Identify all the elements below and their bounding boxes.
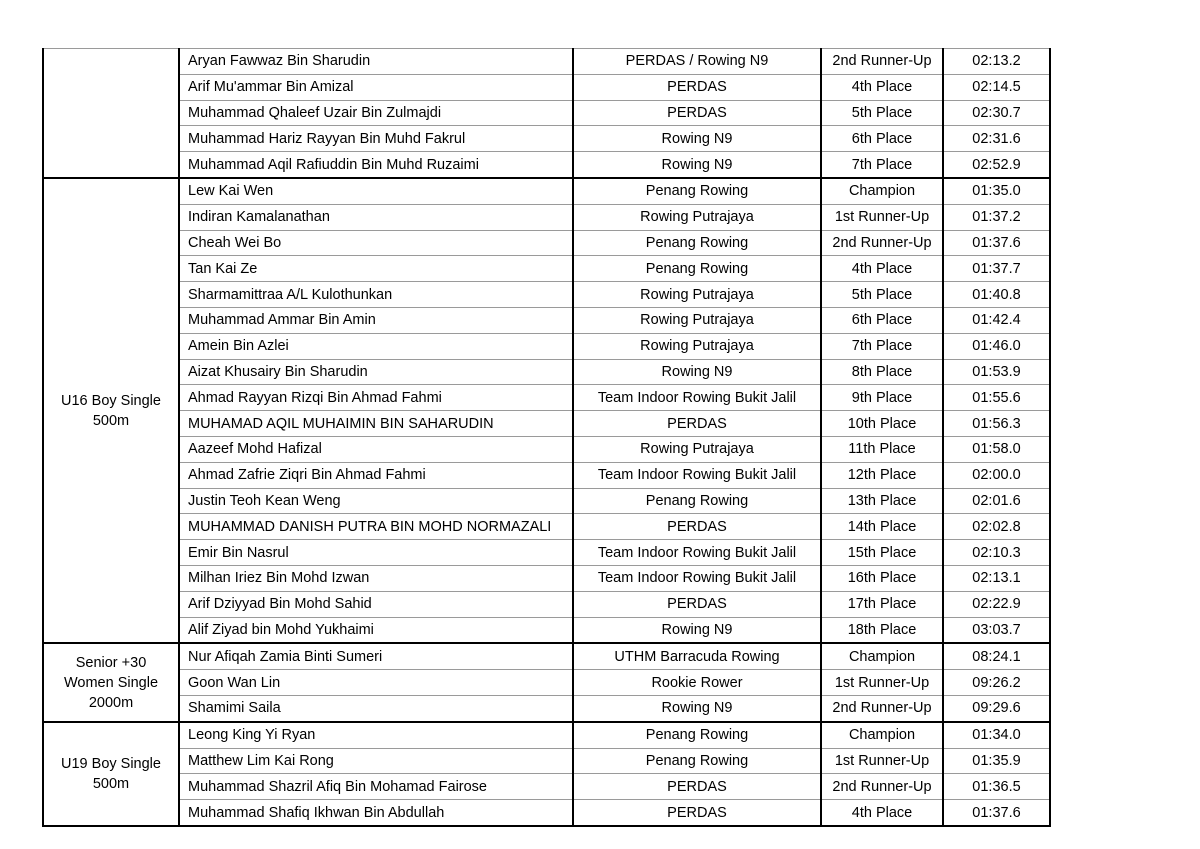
time-cell: 09:29.6 [943,695,1050,721]
place-cell: 15th Place [821,540,943,566]
table-row [43,488,1050,514]
table-row [43,49,1050,75]
table-row [43,722,1050,748]
time-cell: 01:36.5 [943,774,1050,800]
time-cell: 02:10.3 [943,540,1050,566]
time-cell: 01:56.3 [943,411,1050,437]
table-row [43,462,1050,488]
time-cell: 01:42.4 [943,307,1050,333]
time-cell: 01:37.6 [943,800,1050,826]
place-cell: 11th Place [821,436,943,462]
athlete-name-cell: Muhammad Ammar Bin Amin [179,307,573,333]
place-cell: 12th Place [821,462,943,488]
athlete-name-cell: Aazeef Mohd Hafizal [179,436,573,462]
table-row [43,126,1050,152]
table-row [43,204,1050,230]
table-row [43,514,1050,540]
table-row [43,643,1050,669]
place-cell: 1st Runner-Up [821,204,943,230]
table-row [43,178,1050,204]
time-cell: 02:13.2 [943,49,1050,75]
time-cell: 02:02.8 [943,514,1050,540]
place-cell: 7th Place [821,333,943,359]
results-table [42,48,1051,827]
table-row [43,591,1050,617]
time-cell: 01:37.2 [943,204,1050,230]
place-cell: 4th Place [821,256,943,282]
table-row [43,152,1050,178]
club-cell: Rowing Putrajaya [573,282,821,308]
table-row [43,359,1050,385]
athlete-name-cell: Muhammad Shazril Afiq Bin Mohamad Fairose [179,774,573,800]
place-cell: 6th Place [821,126,943,152]
table-row [43,307,1050,333]
club-cell: Rowing N9 [573,359,821,385]
athlete-name-cell: Goon Wan Lin [179,670,573,696]
athlete-name-cell: Lew Kai Wen [179,178,573,204]
place-cell: Champion [821,178,943,204]
place-cell: 5th Place [821,100,943,126]
time-cell: 01:53.9 [943,359,1050,385]
athlete-name-cell: Muhammad Shafiq Ikhwan Bin Abdullah [179,800,573,826]
place-cell: 9th Place [821,385,943,411]
time-cell: 02:00.0 [943,462,1050,488]
athlete-name-cell: Muhammad Qhaleef Uzair Bin Zulmajdi [179,100,573,126]
time-cell: 02:14.5 [943,74,1050,100]
table-row [43,100,1050,126]
category-cell: U16 Boy Single 500m [43,178,179,643]
athlete-name-cell: Milhan Iriez Bin Mohd Izwan [179,565,573,591]
place-cell: 10th Place [821,411,943,437]
place-cell: 2nd Runner-Up [821,230,943,256]
athlete-name-cell: Ahmad Rayyan Rizqi Bin Ahmad Fahmi [179,385,573,411]
place-cell: 5th Place [821,282,943,308]
place-cell: Champion [821,722,943,748]
table-row [43,333,1050,359]
table-row [43,385,1050,411]
club-cell: PERDAS / Rowing N9 [573,49,821,75]
results-body [43,49,1050,826]
place-cell: 7th Place [821,152,943,178]
place-cell: 6th Place [821,307,943,333]
place-cell: 4th Place [821,74,943,100]
athlete-name-cell: Arif Dziyyad Bin Mohd Sahid [179,591,573,617]
time-cell: 01:37.7 [943,256,1050,282]
time-cell: 02:22.9 [943,591,1050,617]
time-cell: 01:58.0 [943,436,1050,462]
athlete-name-cell: Alif Ziyad bin Mohd Yukhaimi [179,617,573,643]
club-cell: Penang Rowing [573,722,821,748]
athlete-name-cell: Arif Mu'ammar Bin Amizal [179,74,573,100]
athlete-name-cell: MUHAMMAD DANISH PUTRA BIN MOHD NORMAZALI [179,514,573,540]
club-cell: Rowing Putrajaya [573,307,821,333]
table-row [43,256,1050,282]
athlete-name-cell: Nur Afiqah Zamia Binti Sumeri [179,643,573,669]
time-cell: 08:24.1 [943,643,1050,669]
table-row [43,230,1050,256]
place-cell: 13th Place [821,488,943,514]
table-row [43,565,1050,591]
club-cell: Penang Rowing [573,748,821,774]
club-cell: UTHM Barracuda Rowing [573,643,821,669]
time-cell: 02:31.6 [943,126,1050,152]
club-cell: PERDAS [573,800,821,826]
place-cell: 1st Runner-Up [821,670,943,696]
athlete-name-cell: Tan Kai Ze [179,256,573,282]
category-cell: Senior +30 Women Single 2000m [43,643,179,721]
athlete-name-cell: Ahmad Zafrie Ziqri Bin Ahmad Fahmi [179,462,573,488]
time-cell: 01:55.6 [943,385,1050,411]
club-cell: Rowing Putrajaya [573,204,821,230]
athlete-name-cell: Muhammad Hariz Rayyan Bin Muhd Fakrul [179,126,573,152]
table-row [43,540,1050,566]
club-cell: Rookie Rower [573,670,821,696]
athlete-name-cell: Leong King Yi Ryan [179,722,573,748]
athlete-name-cell: Aizat Khusairy Bin Sharudin [179,359,573,385]
table-row [43,617,1050,643]
time-cell: 01:37.6 [943,230,1050,256]
club-cell: Rowing Putrajaya [573,436,821,462]
athlete-name-cell: Emir Bin Nasrul [179,540,573,566]
club-cell: PERDAS [573,591,821,617]
place-cell: 4th Place [821,800,943,826]
club-cell: Rowing N9 [573,126,821,152]
time-cell: 03:03.7 [943,617,1050,643]
time-cell: 09:26.2 [943,670,1050,696]
time-cell: 01:34.0 [943,722,1050,748]
time-cell: 02:13.1 [943,565,1050,591]
athlete-name-cell: Cheah Wei Bo [179,230,573,256]
table-row [43,774,1050,800]
athlete-name-cell: Muhammad Aqil Rafiuddin Bin Muhd Ruzaimi [179,152,573,178]
club-cell: Team Indoor Rowing Bukit Jalil [573,385,821,411]
time-cell: 01:40.8 [943,282,1050,308]
place-cell: 2nd Runner-Up [821,49,943,75]
category-cell: U19 Boy Single 500m [43,722,179,826]
club-cell: Penang Rowing [573,488,821,514]
place-cell: 18th Place [821,617,943,643]
table-row [43,436,1050,462]
place-cell: 8th Place [821,359,943,385]
athlete-name-cell: Shamimi Saila [179,695,573,721]
athlete-name-cell: Sharmamittraa A/L Kulothunkan [179,282,573,308]
time-cell: 01:35.9 [943,748,1050,774]
table-row [43,411,1050,437]
table-row [43,748,1050,774]
time-cell: 02:30.7 [943,100,1050,126]
place-cell: 1st Runner-Up [821,748,943,774]
table-row [43,670,1050,696]
table-row [43,800,1050,826]
place-cell: 17th Place [821,591,943,617]
club-cell: PERDAS [573,100,821,126]
table-row [43,282,1050,308]
athlete-name-cell: Indiran Kamalanathan [179,204,573,230]
place-cell: Champion [821,643,943,669]
club-cell: PERDAS [573,774,821,800]
time-cell: 01:35.0 [943,178,1050,204]
club-cell: PERDAS [573,514,821,540]
time-cell: 02:01.6 [943,488,1050,514]
table-row [43,695,1050,721]
athlete-name-cell: Aryan Fawwaz Bin Sharudin [179,49,573,75]
athlete-name-cell: Matthew Lim Kai Rong [179,748,573,774]
club-cell: Penang Rowing [573,178,821,204]
place-cell: 14th Place [821,514,943,540]
athlete-name-cell: Justin Teoh Kean Weng [179,488,573,514]
club-cell: Team Indoor Rowing Bukit Jalil [573,540,821,566]
place-cell: 16th Place [821,565,943,591]
table-row [43,74,1050,100]
club-cell: Rowing N9 [573,152,821,178]
club-cell: Rowing N9 [573,617,821,643]
club-cell: Penang Rowing [573,230,821,256]
club-cell: Penang Rowing [573,256,821,282]
time-cell: 01:46.0 [943,333,1050,359]
club-cell: Team Indoor Rowing Bukit Jalil [573,462,821,488]
time-cell: 02:52.9 [943,152,1050,178]
club-cell: Rowing N9 [573,695,821,721]
club-cell: PERDAS [573,411,821,437]
athlete-name-cell: MUHAMAD AQIL MUHAIMIN BIN SAHARUDIN [179,411,573,437]
category-cell [43,49,179,178]
club-cell: PERDAS [573,74,821,100]
place-cell: 2nd Runner-Up [821,774,943,800]
club-cell: Team Indoor Rowing Bukit Jalil [573,565,821,591]
athlete-name-cell: Amein Bin Azlei [179,333,573,359]
club-cell: Rowing Putrajaya [573,333,821,359]
place-cell: 2nd Runner-Up [821,695,943,721]
